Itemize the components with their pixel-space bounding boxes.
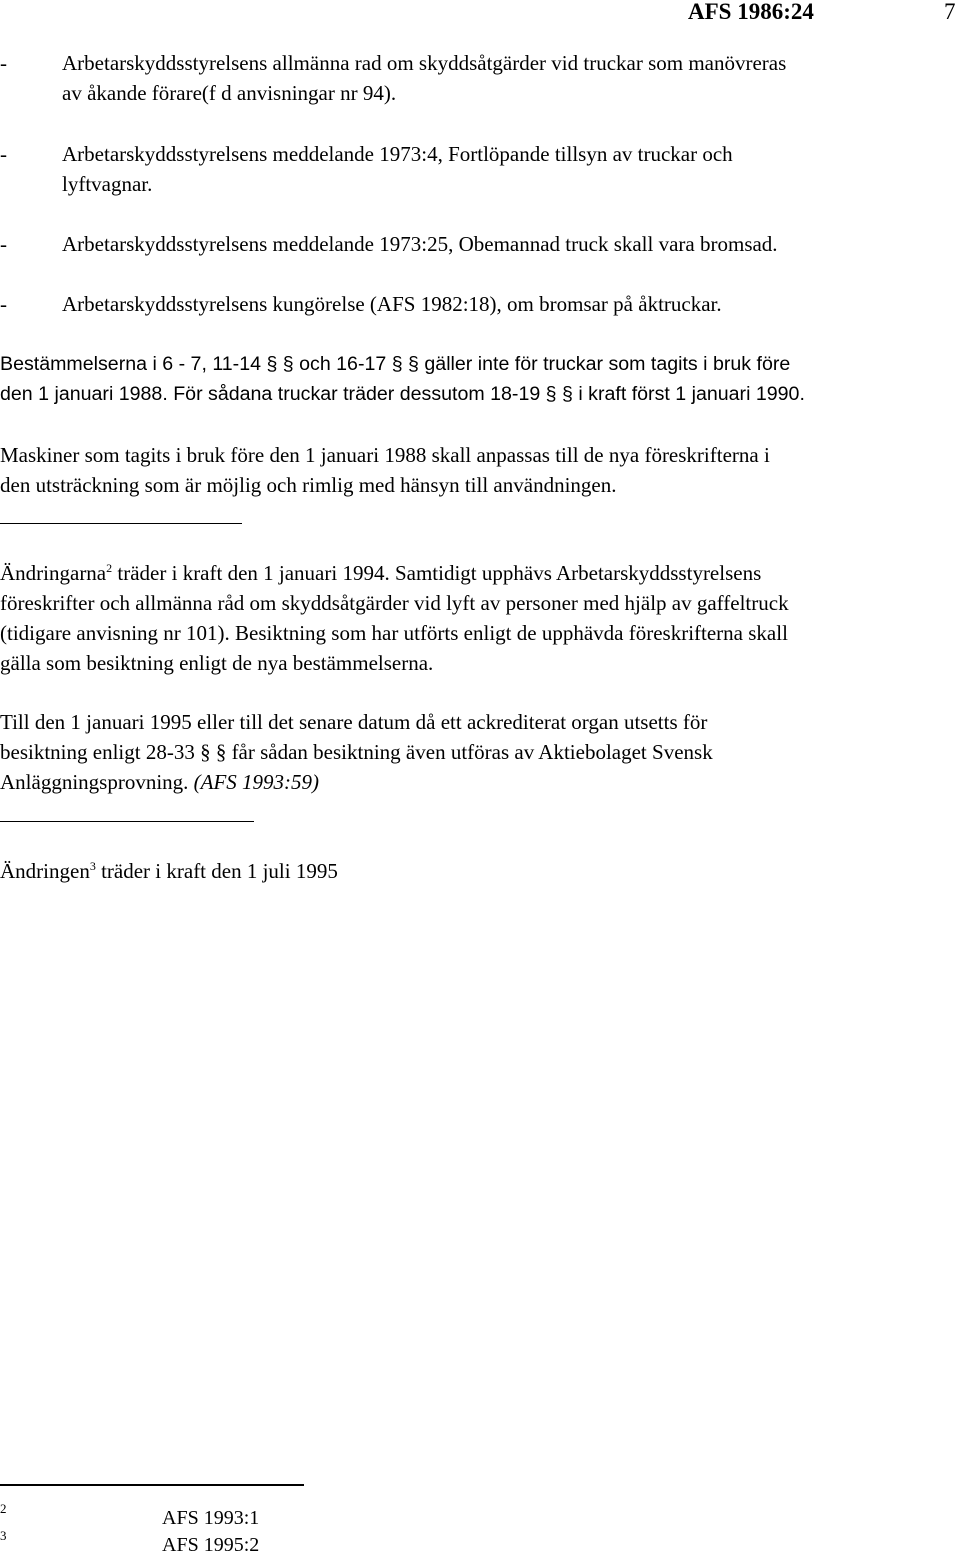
paragraph-maskiner-line: Maskiner som tagits i bruk före den 1 januari 1988 skall anpassas till de nya föreskrifterna i [0,443,770,467]
footnote-text: AFS 1993:1 [162,1507,260,1529]
list-item-text: Arbetarskyddsstyrelsens meddelande 1973:25, Obemannad truck skall vara bromsad. [62,232,778,256]
paragraph-maskiner-line: den utsträckning som är möjlig och rimlig med hänsyn till användningen. [0,473,617,497]
footnote-marker: 3 [0,1528,7,1543]
list-dash: - [0,51,7,75]
document-id: AFS 1986:24 [688,0,814,24]
page-number: 7 [944,0,956,24]
list-dash: - [0,142,7,166]
list-item-text: lyftvagnar. [62,172,153,196]
list-item-text: Arbetarskyddsstyrelsens meddelande 1973:4, Fortlöpande tillsyn av truckar och [62,142,733,166]
paragraph-andringarna-line: föreskrifter och allmänna råd om skyddsåtgärder vid lyft av personer med hjälp av gaffeltruck [0,591,789,615]
andringen-rest: träder i kraft den 1 juli 1995 [95,859,338,883]
footnote [0,1501,400,1532]
paragraph-bestammelserna-line: Bestämmelserna i 6 - 7, 11-14 § § och 16-17 § § gäller inte för truckar som tagits i bruk före [0,353,791,375]
list-item-text: Arbetarskyddsstyrelsens allmänna rad om skyddsåtgärder vid truckar som manövreras [62,51,787,75]
paragraph-andringarna-line: (tidigare anvisning nr 101). Besiktning som har utförts enligt de upphävda föreskrifterna skall [0,621,788,645]
separator-rule [0,821,254,822]
amendment-reference: (AFS 1993:59) [193,770,320,794]
footnote-text: AFS 1995:2 [162,1534,260,1556]
footnote-separator [0,1484,304,1486]
footnote [0,1528,400,1556]
paragraph-till-den-line: Till den 1 januari 1995 eller till det senare datum då ett ackrediterat organ utsetts för [0,710,708,734]
andringarna-rest: träder i kraft den 1 januari 1994. Samtidigt upphävs Arbetarskyddsstyrelsens [112,561,762,585]
paragraph-till-den-line [0,767,958,797]
footnote-marker: 2 [0,1501,7,1516]
paragraph-andringen [0,856,958,886]
list-item-text: Arbetarskyddsstyrelsens kungörelse (AFS 1982:18), om bromsar på åktruckar. [62,292,722,316]
footnote-ref: 2 [106,561,113,575]
paragraph-andringarna-line [0,558,958,588]
andringen-word: Ändringen [0,859,90,883]
paragraph-andringarna-line: gälla som besiktning enligt de nya bestämmelserna. [0,651,434,675]
footnote-ref: 3 [89,859,96,873]
till-den-text: Anläggningsprovning. [0,770,189,794]
list-dash: - [0,232,7,256]
paragraph-till-den-line: besiktning enligt 28-33 § § får sådan besiktning även utföras av Aktiebolaget Svensk [0,740,713,764]
andringarna-word: Ändringarna [0,561,107,585]
paragraph-bestammelserna-line: den 1 januari 1988. För sådana truckar träder dessutom 18-19 § § i kraft först 1 januari 1990. [0,383,805,405]
list-item-text: av åkande förare(f d anvisningar nr 94). [62,81,397,105]
list-dash: - [0,292,7,316]
separator-rule [0,523,242,524]
